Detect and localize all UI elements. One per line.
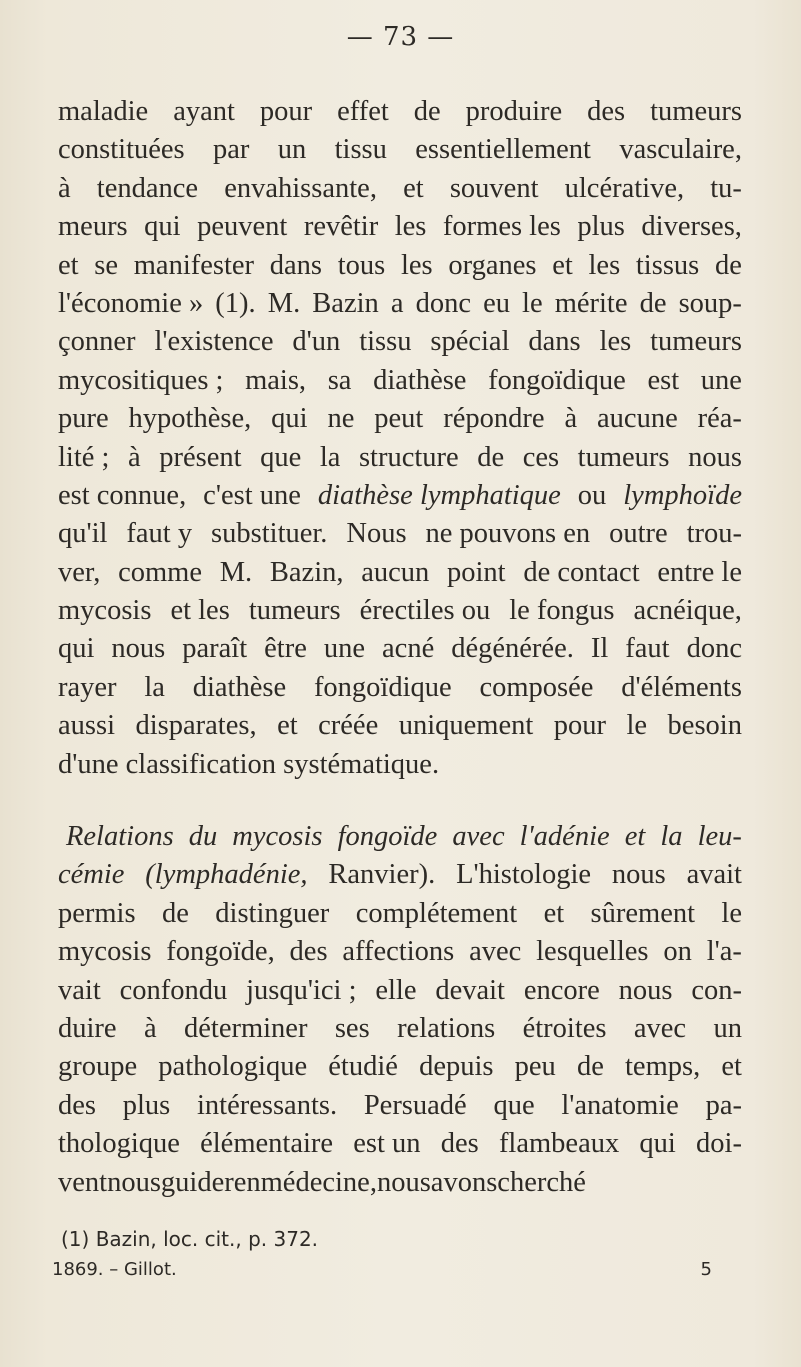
word: donc — [415, 287, 471, 319]
word: Relations — [66, 821, 174, 853]
word: Nous — [346, 518, 407, 550]
text-line — [58, 1125, 742, 1163]
word: soup- — [678, 287, 742, 319]
word: sa — [327, 364, 352, 396]
word: Bazin — [312, 287, 379, 319]
word: spécial — [430, 326, 510, 358]
word: formes les — [442, 211, 561, 243]
word: et — [277, 710, 298, 742]
word: maladie — [58, 96, 149, 127]
word: qui — [639, 1128, 676, 1160]
word: point — [447, 556, 506, 588]
word: permis — [58, 897, 136, 929]
word: et — [624, 821, 646, 853]
word: d'une classification systématique. — [58, 748, 440, 780]
word: nous — [688, 441, 742, 473]
word: mycositiques ; — [58, 364, 224, 396]
word: qu'il — [58, 518, 108, 550]
word: l'adénie — [519, 821, 610, 853]
text-line — [58, 1164, 742, 1202]
word: des — [289, 936, 328, 968]
word: que — [260, 441, 302, 473]
word: jusqu'ici ; — [246, 974, 357, 1006]
word: disparates, — [135, 710, 257, 742]
word: le — [626, 710, 648, 742]
word: à — [128, 441, 141, 473]
word: encore — [523, 974, 600, 1006]
text-line — [58, 592, 742, 630]
word: l'a- — [706, 936, 742, 968]
word: peu — [514, 1051, 556, 1083]
word: de — [639, 287, 667, 319]
text-line — [58, 170, 742, 208]
text-line — [58, 323, 742, 361]
word: mycosis — [58, 595, 152, 627]
word: qui — [144, 211, 181, 243]
word: effet — [337, 96, 389, 127]
text-line — [58, 972, 742, 1010]
word: organes — [448, 249, 537, 281]
word: des — [440, 1128, 479, 1160]
word: c'est une — [203, 479, 301, 511]
word: fongoïde — [337, 821, 438, 853]
word: plus — [122, 1089, 171, 1121]
word: pathologique — [158, 1051, 308, 1083]
text-line — [58, 1010, 742, 1048]
word: L'histologie — [456, 859, 592, 891]
word: relations — [397, 1012, 496, 1044]
word: érectiles ou — [359, 595, 491, 627]
word: avec — [452, 821, 505, 853]
word: le — [721, 897, 742, 929]
word: rayer — [58, 671, 117, 703]
word: M. — [219, 556, 253, 588]
word: tous — [337, 249, 386, 281]
word: qui — [58, 633, 95, 665]
word: composée — [479, 671, 594, 703]
word: ses — [334, 1012, 370, 1044]
word: affections — [342, 936, 455, 968]
text-line — [58, 818, 742, 856]
word: tissu — [334, 134, 387, 166]
word: en — [233, 1166, 261, 1198]
word: M. — [267, 287, 301, 319]
word: d'un — [292, 326, 341, 358]
word: tumeurs — [650, 96, 742, 127]
word: outre — [609, 518, 668, 550]
word: étudié — [328, 1051, 398, 1083]
word: pa- — [705, 1089, 742, 1121]
word: et — [543, 897, 565, 929]
word: diathèse lymphatique — [317, 479, 561, 511]
word: acné — [382, 633, 435, 665]
word: médecine, — [260, 1166, 377, 1198]
word: tissu — [359, 326, 412, 358]
word: diverses, — [641, 211, 742, 243]
word: hypothèse, — [128, 403, 252, 435]
word: Il — [590, 633, 609, 665]
word: l'économie » — [58, 287, 204, 319]
word: Persuadé — [363, 1089, 467, 1121]
word: avec — [633, 1012, 687, 1044]
word: répondre — [443, 403, 545, 435]
word: peut — [374, 403, 424, 435]
word: aussi — [58, 710, 115, 742]
word: aucune — [597, 403, 678, 435]
word: sûrement — [590, 897, 696, 929]
word: flambeaux — [498, 1128, 620, 1160]
word: et — [552, 249, 573, 281]
word: produire — [465, 96, 563, 127]
word: ne — [327, 403, 355, 435]
word: et — [403, 172, 424, 204]
word: avons — [430, 1166, 498, 1198]
word: mérite — [554, 287, 628, 319]
word: de — [477, 441, 505, 473]
word: vait — [58, 974, 101, 1006]
word: d'éléments — [621, 671, 742, 703]
word: dégénérée. — [451, 633, 574, 665]
word: déterminer — [184, 1012, 308, 1044]
text-line — [58, 630, 742, 668]
word: elle — [375, 974, 417, 1006]
paragraph-1 — [58, 93, 742, 784]
word: de — [576, 1051, 604, 1083]
word: l'anatomie — [561, 1089, 679, 1121]
word: à — [564, 403, 578, 435]
word: être — [264, 633, 307, 665]
word: nous — [111, 633, 166, 665]
word: les — [599, 326, 632, 358]
word: distinguer — [215, 897, 330, 929]
word: eu — [483, 287, 510, 319]
word: souvent — [449, 172, 539, 204]
word: de — [161, 897, 189, 929]
word: mycosis — [232, 821, 323, 853]
word: thologique — [58, 1128, 180, 1160]
word: pour — [553, 710, 606, 742]
word: l'existence — [154, 326, 274, 358]
word: fongoïdique — [488, 364, 626, 396]
text-line — [58, 208, 742, 246]
word: élémentaire — [200, 1128, 334, 1160]
word: ulcérative, — [564, 172, 685, 204]
text-line — [58, 515, 742, 553]
word: vent — [58, 1166, 108, 1198]
word: depuis — [419, 1051, 494, 1083]
signature-right: 5 — [700, 1259, 712, 1280]
word: et les — [170, 595, 230, 627]
word: réa- — [697, 403, 742, 435]
word: besoin — [667, 710, 742, 742]
main-text — [58, 93, 742, 1202]
word: par — [213, 134, 250, 166]
word: meurs — [58, 211, 128, 243]
word: et — [721, 1051, 742, 1083]
word: présent — [159, 441, 242, 473]
word: le fongus — [509, 595, 615, 627]
text-line — [58, 707, 742, 745]
page-number-header: — 73 — — [346, 22, 455, 52]
word: des — [58, 1089, 96, 1121]
word: temps, — [625, 1051, 701, 1083]
word: nous — [618, 974, 673, 1006]
word: et — [58, 249, 79, 281]
word: le — [522, 287, 543, 319]
text-line — [58, 933, 742, 971]
word: fongoïde, — [166, 936, 275, 968]
word: guider — [160, 1166, 234, 1198]
paragraph-2 — [58, 818, 742, 1202]
word: uniquement — [398, 710, 534, 742]
word: envahissante, — [224, 172, 377, 204]
word: lité ; — [58, 441, 110, 473]
word: un — [713, 1012, 742, 1044]
word: peuvent — [197, 211, 288, 243]
word: vasculaire, — [619, 134, 742, 166]
word: pour — [259, 96, 313, 127]
word: étroites — [522, 1012, 607, 1044]
word: plus — [577, 211, 625, 243]
word: les — [588, 249, 621, 281]
word: les — [394, 211, 427, 243]
word: pure — [58, 403, 109, 435]
word: complétement — [355, 897, 518, 929]
word: groupe — [58, 1051, 138, 1083]
word: Ranvier). — [328, 859, 436, 891]
word: substituer. — [211, 518, 328, 550]
word: ou — [577, 479, 607, 511]
word: de — [413, 96, 441, 127]
text-line — [58, 93, 742, 131]
word: les — [400, 249, 433, 281]
text-line — [58, 247, 742, 285]
word: diathèse — [192, 671, 287, 703]
text-line — [58, 856, 742, 894]
word: des — [587, 96, 626, 127]
word: qui — [271, 403, 308, 435]
word: essentiellement — [415, 134, 591, 166]
text-line — [58, 669, 742, 707]
footnote: (1) Bazin, loc. cit., p. 372. — [61, 1227, 319, 1251]
word: du — [188, 821, 218, 853]
word: constituées — [58, 134, 185, 166]
word: tumeurs — [248, 595, 341, 627]
word: nous — [376, 1166, 431, 1198]
word: que — [493, 1089, 535, 1121]
word: mais, — [245, 364, 307, 396]
word: revêtir — [303, 211, 379, 243]
word: fongoïdique — [313, 671, 452, 703]
word: çonner — [58, 326, 136, 358]
word: avec — [469, 936, 522, 968]
text-line — [58, 895, 742, 933]
word: de — [714, 249, 742, 281]
word: trou- — [686, 518, 742, 550]
word: cémie — [58, 859, 125, 891]
word: tumeurs — [650, 326, 742, 358]
word: con- — [691, 974, 742, 1006]
printer-signature — [52, 1259, 712, 1280]
text-line — [58, 477, 742, 515]
word: tendance — [96, 172, 199, 204]
word: créée — [318, 710, 379, 742]
word: faut — [625, 633, 670, 665]
word: leu- — [697, 821, 742, 853]
word: une — [700, 364, 742, 396]
word: manifester — [133, 249, 255, 281]
word: confondu — [119, 974, 228, 1006]
word: cherché — [497, 1166, 586, 1198]
text-line — [58, 285, 742, 323]
word: acnéique, — [633, 595, 742, 627]
signature-left: 1869. – Gillot. — [52, 1259, 177, 1280]
text-line — [58, 362, 742, 400]
text-line — [58, 1087, 742, 1125]
word: ayant — [173, 96, 235, 127]
word: à — [58, 172, 71, 204]
word: tu- — [710, 172, 742, 204]
word: est connue, — [58, 479, 187, 511]
word: nous — [611, 859, 666, 891]
word: on — [663, 936, 692, 968]
word: avait — [686, 859, 742, 891]
word: a — [390, 287, 404, 319]
word: la — [660, 821, 683, 853]
word: nous — [107, 1166, 161, 1198]
word: est un — [353, 1128, 421, 1160]
word: dans — [269, 249, 323, 281]
paragraph-gap — [58, 784, 742, 818]
word: devait — [435, 974, 505, 1006]
word: (1). — [215, 287, 256, 319]
word: doi- — [696, 1128, 742, 1160]
word: de contact — [523, 556, 640, 588]
word: tissus — [635, 249, 700, 281]
text-line — [58, 1048, 742, 1086]
word: mycosis — [58, 936, 152, 968]
word: duire — [58, 1012, 117, 1044]
word: dans — [528, 326, 581, 358]
word: ver, — [58, 556, 101, 588]
word: une — [323, 633, 366, 665]
word: lymphoïde — [623, 479, 742, 511]
text-line — [58, 400, 742, 438]
word: ces — [522, 441, 560, 473]
text-line — [58, 439, 742, 477]
word: aucun — [361, 556, 430, 588]
word: diathèse — [373, 364, 467, 396]
word: un — [277, 134, 307, 166]
word: paraît — [182, 633, 248, 665]
word: à — [143, 1012, 157, 1044]
word: (lymphadénie, — [145, 859, 308, 891]
word: comme — [118, 556, 202, 588]
text-line — [58, 554, 742, 592]
word: la — [319, 441, 341, 473]
word: lesquelles — [536, 936, 649, 968]
word: tumeurs — [577, 441, 670, 473]
word: intéressants. — [196, 1089, 338, 1121]
word: se — [94, 249, 119, 281]
word: la — [144, 671, 165, 703]
word: entre le — [657, 556, 742, 588]
word: est — [647, 364, 680, 396]
text-line — [58, 746, 742, 784]
word: structure — [358, 441, 459, 473]
word: donc — [686, 633, 742, 665]
word: Bazin, — [269, 556, 344, 588]
word: ne pouvons en — [425, 518, 591, 550]
text-line — [58, 131, 742, 169]
word: faut y — [126, 518, 193, 550]
